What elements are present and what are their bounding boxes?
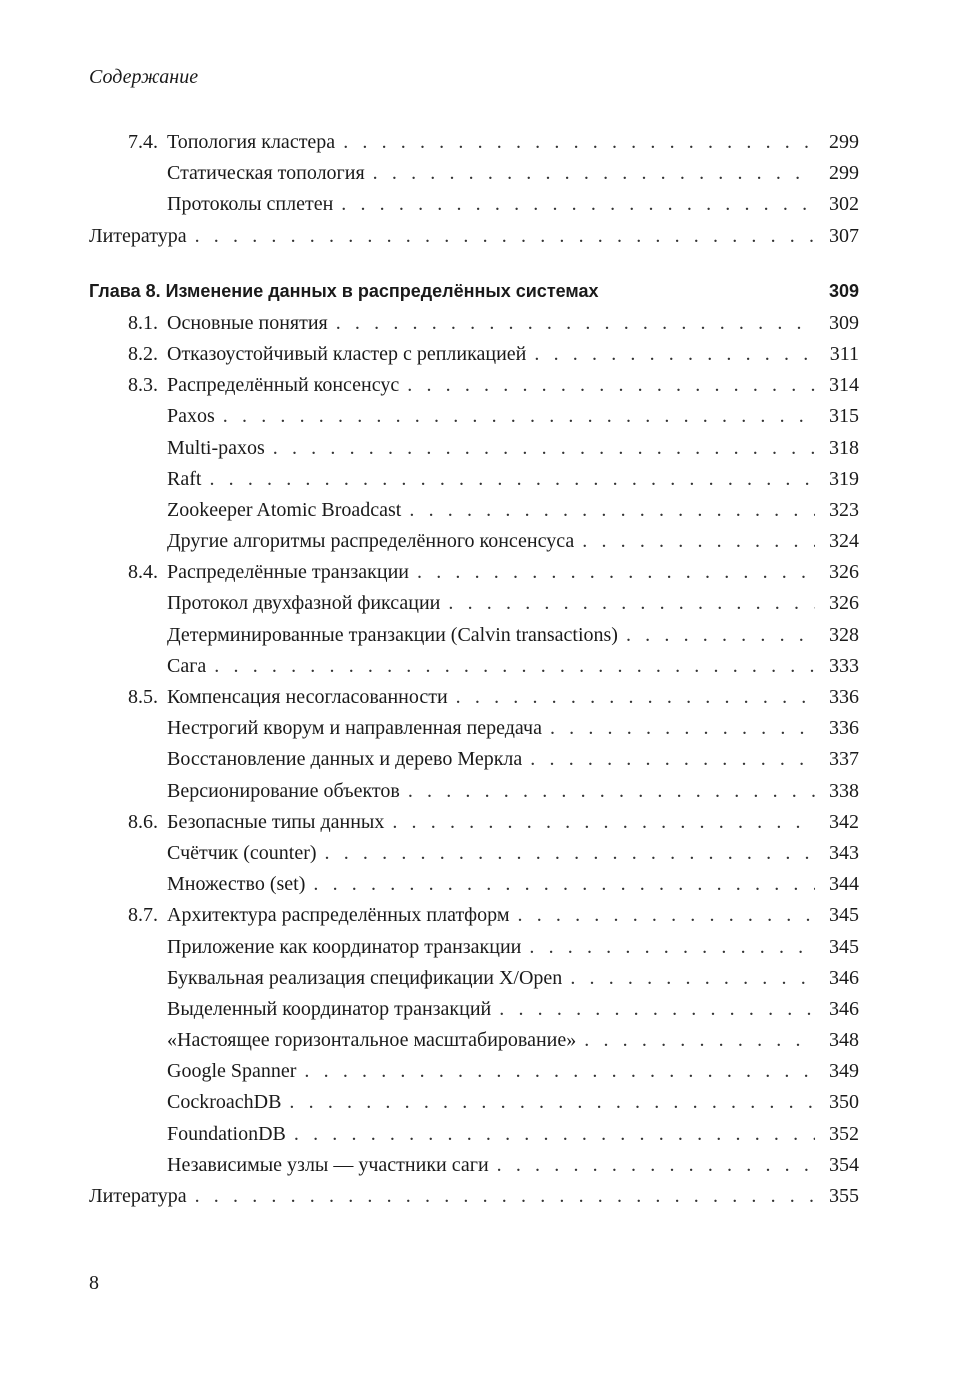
toc-entry-page: 350 bbox=[829, 1091, 859, 1114]
toc-entry[interactable] bbox=[89, 193, 859, 224]
toc-entry[interactable] bbox=[89, 468, 859, 499]
toc-entry[interactable] bbox=[89, 1154, 859, 1185]
toc-entry[interactable] bbox=[89, 873, 859, 904]
toc-entry[interactable] bbox=[89, 842, 859, 873]
dot-leader bbox=[448, 592, 815, 615]
dot-leader bbox=[195, 225, 815, 248]
toc-entry-title: Восстановление данных и дерево Меркла bbox=[167, 748, 523, 771]
toc-entry[interactable] bbox=[89, 1029, 859, 1060]
toc-entry[interactable] bbox=[89, 437, 859, 468]
toc-entry-title: Буквальная реализация спецификации X/Open bbox=[167, 966, 563, 989]
toc-entry-title: «Настоящее горизонтальное масштабирование» bbox=[167, 1029, 577, 1052]
toc-entry-title: Безопасные типы данных bbox=[167, 810, 385, 833]
toc-entry-page: 319 bbox=[829, 467, 859, 490]
dot-leader bbox=[417, 561, 815, 584]
toc-entry-title: CockroachDB bbox=[167, 1091, 282, 1114]
toc-entry-page: 326 bbox=[829, 592, 859, 615]
toc-entry[interactable] bbox=[89, 1091, 859, 1122]
toc-entry-title: Литература bbox=[89, 224, 187, 247]
dot-leader bbox=[534, 343, 815, 366]
dot-leader bbox=[373, 162, 815, 185]
toc-entry[interactable] bbox=[89, 225, 859, 256]
toc-entry-page: 348 bbox=[829, 1029, 859, 1052]
toc-entry[interactable] bbox=[89, 162, 859, 193]
toc-entry-title: Распределённый консенсус bbox=[167, 374, 400, 397]
toc-entry-page: 345 bbox=[829, 935, 859, 958]
toc-entry-title: Независимые узлы — участники саги bbox=[167, 1153, 489, 1176]
toc-entry-title: Paxos bbox=[167, 405, 215, 428]
dot-leader bbox=[325, 842, 815, 865]
toc-entry-page: 345 bbox=[829, 904, 859, 927]
dot-leader bbox=[289, 1091, 815, 1114]
toc-entry-page: 318 bbox=[829, 436, 859, 459]
toc-entry-title: Архитектура распределённых платформ bbox=[167, 904, 510, 927]
toc-entry[interactable] bbox=[89, 131, 859, 162]
dot-leader bbox=[223, 405, 815, 428]
chapter-page: 309 bbox=[828, 280, 859, 301]
dot-leader bbox=[407, 374, 815, 397]
dot-leader bbox=[408, 780, 815, 803]
toc-entry-page: 337 bbox=[829, 748, 859, 771]
dot-leader bbox=[529, 936, 815, 959]
toc-entry-title: Другие алгоритмы распределённого консенсуса bbox=[167, 530, 575, 553]
toc-entry-number: 7.4. bbox=[128, 131, 158, 153]
toc-entry[interactable] bbox=[89, 936, 859, 967]
toc-entry[interactable] bbox=[89, 1123, 859, 1154]
page-number: 8 bbox=[89, 1272, 99, 1294]
toc-entry-number: 8.6. bbox=[128, 810, 158, 833]
toc-entry-page: 324 bbox=[829, 530, 859, 553]
dot-leader bbox=[343, 131, 815, 154]
toc-entry[interactable] bbox=[89, 717, 859, 748]
toc-entry-title: Детерминированные транзакции (Calvin transactions) bbox=[167, 623, 618, 646]
toc-entry[interactable] bbox=[89, 374, 859, 405]
dot-leader bbox=[195, 1185, 815, 1208]
toc-entry-title: Сага bbox=[167, 654, 207, 677]
dot-leader bbox=[341, 193, 815, 216]
dot-leader bbox=[304, 1060, 815, 1083]
toc-entry-number: 8.7. bbox=[128, 904, 158, 927]
toc-entry-title: Протоколы сплетен bbox=[167, 193, 334, 216]
toc-entry[interactable] bbox=[89, 561, 859, 592]
toc-entry-title: Отказоустойчивый кластер с репликацией bbox=[167, 342, 527, 365]
toc-entry-page: 338 bbox=[829, 779, 859, 802]
toc-entry-title: Распределённые транзакции bbox=[167, 561, 409, 584]
toc-entry[interactable] bbox=[89, 405, 859, 436]
dot-leader bbox=[209, 468, 815, 491]
toc-entry[interactable] bbox=[89, 904, 859, 935]
toc-entry-title: Multi-paxos bbox=[167, 436, 265, 459]
toc-entry-page: 342 bbox=[829, 810, 859, 833]
toc-entry[interactable] bbox=[89, 686, 859, 717]
toc-entry-title: Статическая топология bbox=[167, 162, 365, 185]
toc-entry-title: FoundationDB bbox=[167, 1122, 286, 1145]
dot-leader bbox=[497, 1154, 815, 1177]
dot-leader bbox=[550, 717, 815, 740]
toc-chapter-entries bbox=[89, 312, 859, 1216]
toc-entry-page: 328 bbox=[829, 623, 859, 646]
toc-entry-title: Raft bbox=[167, 467, 202, 490]
running-head: Содержание bbox=[89, 66, 199, 88]
toc-entry-number: 8.1. bbox=[128, 311, 158, 334]
dot-leader bbox=[584, 1029, 815, 1052]
toc-entry-title: Компенсация несогласованности bbox=[167, 686, 448, 708]
toc-entry-title: Версионирование объектов bbox=[167, 779, 400, 802]
toc-entry[interactable] bbox=[89, 780, 859, 811]
toc-entry-page: 346 bbox=[829, 997, 859, 1020]
toc-entry-page: 355 bbox=[829, 1185, 859, 1207]
toc-entry-title: Выделенный координатор транзакций bbox=[167, 997, 492, 1020]
toc-entry[interactable] bbox=[89, 592, 859, 623]
toc-entry-page: 336 bbox=[829, 686, 859, 708]
toc-entry[interactable] bbox=[89, 312, 859, 343]
dot-leader bbox=[582, 530, 815, 553]
toc-entry[interactable] bbox=[89, 499, 859, 530]
toc-entry[interactable] bbox=[89, 748, 859, 779]
dot-leader bbox=[392, 811, 815, 834]
toc-entry-title: Литература bbox=[89, 1185, 187, 1207]
toc-entry-page: 311 bbox=[829, 342, 859, 365]
toc-entry-title: Google Spanner bbox=[167, 1060, 297, 1083]
toc-entry-number: 8.3. bbox=[128, 374, 158, 397]
toc-entry-page: 336 bbox=[829, 717, 859, 740]
table-of-contents bbox=[89, 131, 859, 1216]
toc-entry-page: 299 bbox=[829, 131, 859, 153]
toc-entry[interactable] bbox=[89, 343, 859, 374]
toc-entry-page: 323 bbox=[829, 498, 859, 521]
toc-entry-number: 8.5. bbox=[128, 686, 158, 708]
dot-leader bbox=[273, 437, 815, 460]
toc-entry[interactable] bbox=[89, 655, 859, 686]
toc-entry-page: 333 bbox=[829, 654, 859, 677]
toc-entry-number: 8.2. bbox=[128, 342, 158, 365]
toc-entry-page: 302 bbox=[829, 193, 859, 216]
toc-entry-number: 8.4. bbox=[128, 561, 158, 584]
dot-leader bbox=[336, 312, 815, 335]
dot-leader bbox=[456, 686, 815, 709]
toc-entry[interactable] bbox=[89, 1060, 859, 1091]
toc-entry[interactable] bbox=[89, 967, 859, 998]
toc-entry[interactable] bbox=[89, 530, 859, 561]
dot-leader bbox=[409, 499, 815, 522]
toc-entry-page: 352 bbox=[829, 1122, 859, 1145]
dot-leader bbox=[499, 998, 815, 1021]
toc-entry[interactable] bbox=[89, 624, 859, 655]
toc-entry[interactable] bbox=[89, 1185, 859, 1216]
dot-leader bbox=[570, 967, 815, 990]
toc-entry-page: 299 bbox=[829, 162, 859, 185]
chapter-heading[interactable] bbox=[89, 281, 859, 312]
toc-entry-page: 343 bbox=[829, 841, 859, 864]
toc-continued-section bbox=[89, 131, 859, 256]
toc-entry[interactable] bbox=[89, 811, 859, 842]
dot-leader bbox=[626, 624, 815, 647]
toc-entry-page: 326 bbox=[829, 561, 859, 584]
toc-entry-page: 315 bbox=[829, 405, 859, 428]
chapter-title: Глава 8. Изменение данных в распределённых системах bbox=[89, 280, 599, 301]
dot-leader bbox=[530, 748, 815, 771]
dot-leader bbox=[214, 655, 815, 678]
toc-entry-title: Множество (set) bbox=[167, 873, 306, 896]
toc-entry-title: Zookeeper Atomic Broadcast bbox=[167, 498, 402, 521]
toc-entry-title: Топология кластера bbox=[167, 131, 336, 153]
toc-entry-title: Протокол двухфазной фиксации bbox=[167, 592, 441, 615]
dot-leader bbox=[313, 873, 815, 896]
toc-entry-page: 349 bbox=[829, 1060, 859, 1083]
toc-entry-page: 309 bbox=[829, 311, 859, 334]
toc-entry-title: Нестрогий кворум и направленная передача bbox=[167, 717, 542, 740]
toc-entry-page: 307 bbox=[829, 224, 859, 247]
dot-leader bbox=[518, 904, 816, 927]
toc-entry-title: Приложение как координатор транзакции bbox=[167, 935, 522, 958]
toc-entry-page: 344 bbox=[829, 873, 859, 896]
toc-entry[interactable] bbox=[89, 998, 859, 1029]
toc-entry-page: 346 bbox=[829, 966, 859, 989]
toc-entry-page: 354 bbox=[829, 1153, 859, 1176]
toc-entry-page: 314 bbox=[829, 374, 859, 397]
dot-leader bbox=[294, 1123, 815, 1146]
toc-entry-title: Основные понятия bbox=[167, 311, 328, 334]
toc-entry-title: Счётчик (counter) bbox=[167, 841, 317, 864]
